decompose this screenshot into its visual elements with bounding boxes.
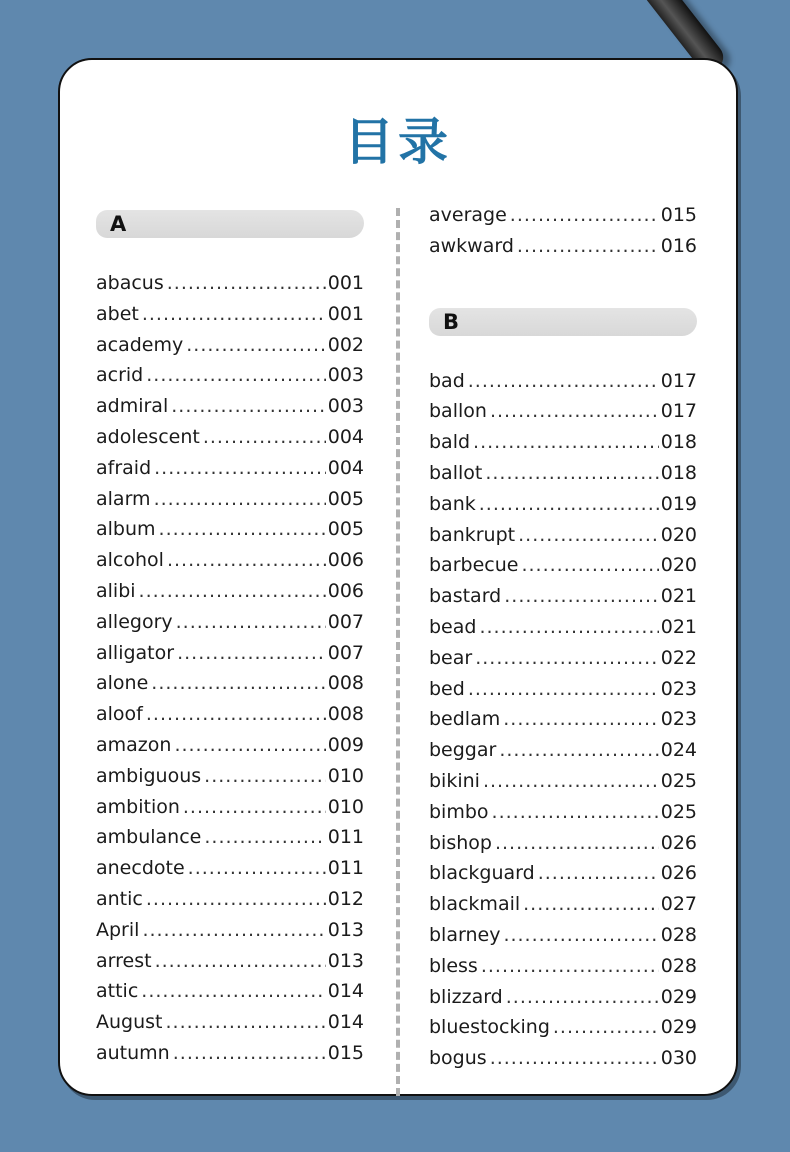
entry-page-number: 015 — [660, 204, 697, 226]
dot-leader — [177, 638, 326, 669]
dot-leader — [166, 1007, 326, 1038]
dot-leader — [186, 330, 325, 361]
entry-page-number: 011 — [327, 857, 364, 880]
toc-entry[interactable] — [429, 1043, 697, 1074]
toc-entry[interactable] — [429, 366, 697, 397]
entry-word: blarney — [429, 923, 501, 946]
entry-page-number: 015 — [327, 1041, 364, 1064]
entry-page-number: 017 — [660, 369, 697, 392]
entry-word: alone — [96, 672, 149, 695]
entry-word: adolescent — [96, 425, 200, 448]
toc-entry[interactable] — [96, 1038, 364, 1069]
toc-entry[interactable] — [429, 396, 697, 427]
entry-page-number: 005 — [327, 487, 364, 510]
entry-word: blackmail — [429, 893, 521, 916]
toc-entry[interactable] — [96, 822, 364, 853]
toc-entry[interactable] — [429, 797, 697, 828]
entry-word: ballot — [429, 461, 483, 484]
entry-word: aloof — [96, 703, 143, 726]
dot-leader — [473, 427, 659, 458]
page-title: 目录 — [344, 113, 452, 171]
entry-word: ambulance — [96, 826, 202, 849]
toc-entry[interactable] — [429, 735, 697, 766]
entry-word: bead — [429, 615, 477, 638]
entry-page-number: 028 — [660, 923, 697, 946]
entry-page-number: 028 — [660, 954, 697, 977]
toc-entry[interactable] — [96, 514, 364, 545]
toc-entry[interactable] — [96, 976, 364, 1007]
dot-leader — [167, 545, 326, 576]
entry-page-number: 023 — [660, 708, 697, 731]
entry-word: antic — [96, 887, 143, 910]
entry-word: bedlam — [429, 708, 501, 731]
dot-leader — [518, 520, 659, 551]
entry-page-number: 021 — [660, 615, 697, 638]
toc-entry[interactable] — [96, 761, 364, 792]
dot-leader — [171, 391, 326, 422]
entry-word: arrest — [96, 949, 152, 972]
toc-entry[interactable] — [96, 299, 364, 330]
toc-entry[interactable] — [96, 330, 364, 361]
toc-entry[interactable] — [429, 982, 697, 1013]
entry-page-number: 024 — [660, 739, 697, 762]
toc-entry[interactable] — [429, 550, 697, 581]
dot-leader — [503, 704, 658, 735]
entry-page-number: 029 — [660, 1016, 697, 1039]
entry-word: April — [96, 918, 140, 941]
entry-page-number: 017 — [660, 400, 697, 423]
entry-word: abacus — [96, 272, 164, 294]
entry-word: afraid — [96, 456, 152, 479]
entry-page-number: 018 — [660, 431, 697, 454]
entry-page-number: 013 — [327, 918, 364, 941]
entry-word: admiral — [96, 395, 169, 418]
dot-leader — [174, 730, 325, 761]
entry-word: bastard — [429, 585, 502, 608]
right-entry-list — [429, 366, 697, 1074]
entry-page-number: 025 — [660, 769, 697, 792]
dot-leader — [495, 828, 659, 859]
dot-leader — [141, 976, 325, 1007]
dot-leader — [521, 550, 658, 581]
dot-leader — [204, 761, 326, 792]
dot-leader — [142, 915, 325, 946]
entry-word: bikini — [429, 769, 480, 792]
entry-word: album — [96, 518, 156, 541]
dot-leader — [499, 735, 658, 766]
entry-word: bankrupt — [429, 523, 516, 546]
dot-leader — [203, 422, 326, 453]
entry-word: ballon — [429, 400, 487, 423]
dot-leader — [553, 1012, 659, 1043]
entry-word: bimbo — [429, 800, 489, 823]
entry-page-number: 027 — [660, 893, 697, 916]
entry-word: attic — [96, 980, 139, 1003]
toc-entry[interactable] — [96, 576, 364, 607]
entry-page-number: 001 — [327, 302, 364, 325]
left-entry-list — [96, 268, 364, 1069]
dot-leader — [154, 453, 326, 484]
entry-word: blackguard — [429, 862, 535, 885]
dot-leader — [204, 822, 325, 853]
toc-entry[interactable] — [96, 268, 364, 299]
toc-entry[interactable] — [96, 668, 364, 699]
right-column — [429, 200, 697, 1074]
dot-leader — [142, 299, 326, 330]
toc-entry[interactable] — [96, 1007, 364, 1038]
toc-entry[interactable] — [429, 643, 697, 674]
entry-page-number: 003 — [327, 395, 364, 418]
dot-leader — [188, 853, 326, 884]
toc-entry[interactable] — [96, 545, 364, 576]
entry-word: ambition — [96, 795, 180, 818]
entry-page-number: 026 — [660, 831, 697, 854]
left-column — [96, 210, 364, 1069]
entry-page-number: 022 — [660, 646, 697, 669]
toc-entry[interactable] — [96, 884, 364, 915]
entry-word: awkward — [429, 234, 514, 257]
entry-page-number: 012 — [327, 887, 364, 910]
column-divider — [396, 208, 400, 1096]
entry-word: alligator — [96, 641, 175, 664]
entry-page-number: 009 — [327, 733, 364, 756]
toc-entry[interactable] — [429, 951, 697, 982]
entry-word: bear — [429, 646, 473, 669]
entry-word: ambiguous — [96, 764, 202, 787]
dot-leader — [490, 396, 659, 427]
entry-page-number: 008 — [327, 703, 364, 726]
entry-page-number: 013 — [327, 949, 364, 972]
toc-entry[interactable] — [429, 458, 697, 489]
entry-word: alcohol — [96, 549, 164, 572]
dot-leader — [468, 366, 659, 397]
entry-word: anecdote — [96, 857, 185, 880]
toc-entry[interactable] — [96, 792, 364, 823]
entry-word: bishop — [429, 831, 492, 854]
dot-leader — [475, 643, 659, 674]
toc-entry[interactable] — [96, 607, 364, 638]
toc-entry[interactable] — [429, 1012, 697, 1043]
entry-page-number: 014 — [327, 980, 364, 1003]
dot-leader — [523, 889, 659, 920]
dot-leader — [492, 797, 659, 828]
entry-word: allegory — [96, 610, 173, 633]
dot-leader — [538, 858, 659, 889]
entry-word: bad — [429, 369, 465, 392]
toc-entry[interactable] — [429, 704, 697, 735]
carryover-entry-list — [429, 200, 697, 262]
dot-leader — [167, 268, 326, 299]
entry-word: bank — [429, 492, 476, 515]
entry-word: amazon — [96, 733, 172, 756]
toc-entry[interactable] — [96, 638, 364, 669]
entry-page-number: 004 — [327, 425, 364, 448]
toc-entry[interactable] — [429, 427, 697, 458]
toc-entry[interactable] — [429, 612, 697, 643]
dot-leader — [173, 1038, 326, 1069]
toc-entry[interactable] — [96, 422, 364, 453]
entry-word: barbecue — [429, 554, 519, 577]
entry-page-number: 006 — [327, 579, 364, 602]
toc-entry[interactable] — [429, 489, 697, 520]
entry-page-number: 030 — [660, 1047, 697, 1070]
entry-word: bluestocking — [429, 1016, 550, 1039]
entry-page-number: 023 — [660, 677, 697, 700]
dot-leader — [146, 884, 326, 915]
entry-page-number: 019 — [660, 492, 697, 515]
entry-word: blizzard — [429, 985, 503, 1008]
toc-entry[interactable] — [429, 828, 697, 859]
toc-entry[interactable] — [429, 520, 697, 551]
dot-leader — [510, 200, 659, 231]
toc-entry[interactable] — [96, 699, 364, 730]
entry-page-number: 004 — [327, 456, 364, 479]
toc-entry[interactable] — [429, 858, 697, 889]
dot-leader — [483, 766, 659, 797]
entry-word: alibi — [96, 579, 136, 602]
entry-word: abet — [96, 302, 139, 325]
entry-word: alarm — [96, 487, 151, 510]
dot-leader — [517, 231, 659, 262]
toc-entry[interactable] — [96, 360, 364, 391]
toc-entry[interactable] — [96, 946, 364, 977]
dot-leader — [506, 982, 659, 1013]
toc-entry[interactable] — [96, 730, 364, 761]
entry-page-number: 005 — [327, 518, 364, 541]
toc-entry[interactable] — [429, 581, 697, 612]
entry-page-number: 010 — [327, 764, 364, 787]
entry-page-number: 020 — [660, 523, 697, 546]
entry-word: beggar — [429, 739, 497, 762]
toc-entry[interactable] — [429, 674, 697, 705]
entry-page-number: 026 — [660, 862, 697, 885]
entry-word: bless — [429, 954, 478, 977]
entry-page-number: 002 — [327, 333, 364, 356]
entry-word: acrid — [96, 364, 144, 387]
toc-entry[interactable] — [429, 889, 697, 920]
dot-leader — [146, 699, 326, 730]
dot-leader — [146, 360, 325, 391]
dot-leader — [154, 484, 326, 515]
entry-page-number: 011 — [327, 826, 364, 849]
toc-entry[interactable] — [429, 231, 697, 262]
entry-page-number: 029 — [660, 985, 697, 1008]
entry-page-number: 025 — [660, 800, 697, 823]
toc-entry[interactable] — [96, 391, 364, 422]
dot-leader — [139, 576, 326, 607]
entry-page-number: 006 — [327, 549, 364, 572]
entry-page-number: 007 — [327, 641, 364, 664]
dot-leader — [504, 581, 659, 612]
dot-leader — [155, 946, 326, 977]
entry-page-number: 007 — [327, 610, 364, 633]
entry-page-number: 010 — [327, 795, 364, 818]
dot-leader — [485, 458, 658, 489]
entry-word: bogus — [429, 1047, 487, 1070]
section-header-b: B — [429, 308, 697, 336]
entry-word: bald — [429, 431, 471, 454]
entry-page-number: 021 — [660, 585, 697, 608]
toc-entry[interactable] — [96, 484, 364, 515]
toc-card — [58, 58, 738, 1096]
entry-page-number: 020 — [660, 554, 697, 577]
toc-entry[interactable] — [429, 766, 697, 797]
entry-word: bed — [429, 677, 465, 700]
dot-leader — [503, 920, 658, 951]
section-header-a: A — [96, 210, 364, 238]
dot-leader — [481, 951, 659, 982]
entry-word: academy — [96, 333, 184, 356]
entry-page-number: 008 — [327, 672, 364, 695]
entry-page-number: 003 — [327, 364, 364, 387]
dot-leader — [159, 514, 326, 545]
entry-page-number: 001 — [327, 272, 364, 294]
entry-word: August — [96, 1011, 163, 1034]
toc-entry[interactable] — [96, 853, 364, 884]
dot-leader — [183, 792, 326, 823]
entry-word: autumn — [96, 1041, 170, 1064]
toc-entry[interactable] — [96, 453, 364, 484]
entry-page-number: 018 — [660, 461, 697, 484]
dot-leader — [479, 612, 658, 643]
entry-page-number: 016 — [660, 234, 697, 257]
toc-entry[interactable] — [96, 915, 364, 946]
dot-leader — [176, 607, 326, 638]
entry-page-number: 014 — [327, 1011, 364, 1034]
toc-entry[interactable] — [429, 200, 697, 231]
toc-entry[interactable] — [429, 920, 697, 951]
dot-leader — [151, 668, 325, 699]
dot-leader — [490, 1043, 659, 1074]
dot-leader — [468, 674, 659, 705]
dot-leader — [479, 489, 659, 520]
entry-word: average — [429, 204, 507, 226]
